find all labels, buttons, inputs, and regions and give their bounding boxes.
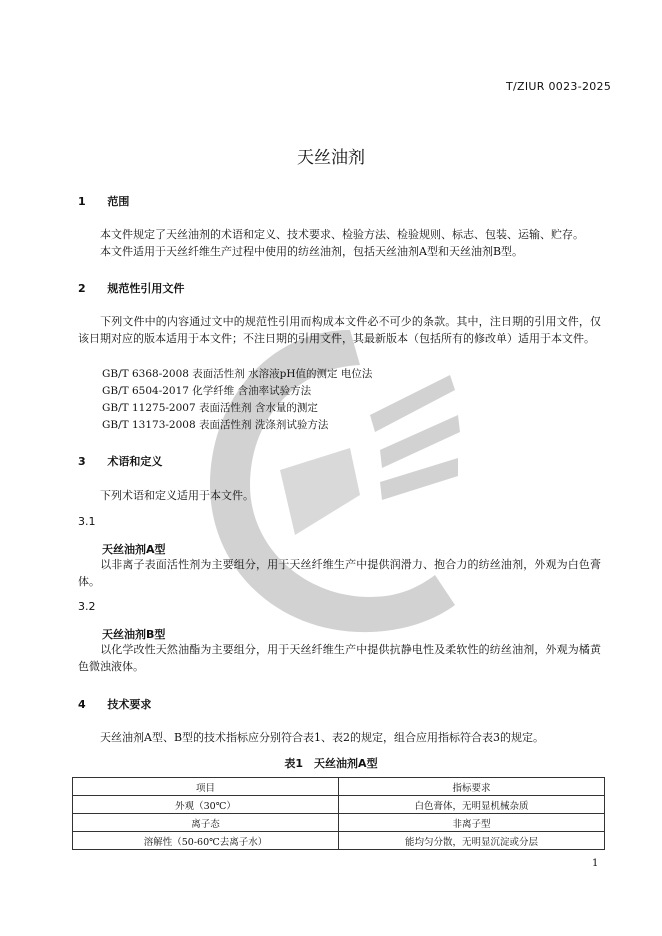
document-title: 天丝油剂: [297, 148, 365, 168]
table-row: [73, 832, 605, 850]
section-heading: [78, 453, 162, 469]
section-heading: [78, 280, 184, 296]
section-title: 范围: [107, 195, 130, 208]
table-cell: 能均匀分散，无明显沉淀或分层: [339, 832, 605, 850]
table-cell: 白色膏体，无明显机械杂质: [339, 796, 605, 814]
table-cell: 溶解性（50-60℃去离子水）: [73, 832, 339, 850]
page-number: 1: [592, 858, 599, 869]
spec-table: [72, 777, 605, 850]
reference-item: GB/T 11275-2007 表面活性剂 含水量的测定: [102, 402, 318, 414]
table-row: [73, 796, 605, 814]
table-cell: 离子态: [73, 814, 339, 832]
column-header: 指标要求: [339, 778, 605, 796]
paragraph: 下列文件中的内容通过文中的规范性引用而构成本文件必不可少的条款。其中，注日期的引用文件，仅该日期对应的版本适用于本文件；不注日期的引用文件，其最新版本（包括所有的修改单）适用于本文件。: [78, 315, 601, 345]
standard-code: T/ZIUR 0023-2025: [506, 80, 612, 93]
clause-number: 3.2: [78, 600, 96, 613]
term-definition: 以非离子表面活性剂为主要组分，用于天丝纤维生产中提供润滑力、抱合力的纺丝油剂，外观为白色膏体。: [78, 558, 601, 588]
term-name: 天丝油剂B型: [102, 628, 166, 641]
table-header-row: [73, 778, 605, 796]
section-title: 术语和定义: [107, 455, 163, 468]
table-row: [73, 814, 605, 832]
section-number: 1: [78, 195, 86, 208]
section-title: 技术要求: [107, 698, 152, 711]
term-definition: 以化学改性天然油酯为主要组分，用于天丝纤维生产中提供抗静电性及柔软性的纺丝油剂，外观为橘黄色微浊液体。: [78, 643, 601, 673]
paragraph: 下列术语和定义适用于本文件。: [100, 489, 254, 502]
clause-number: 3.1: [78, 515, 96, 528]
section-heading: [78, 193, 129, 209]
table-caption: 表1 天丝油剂A型: [284, 757, 378, 770]
table-cell: 非离子型: [339, 814, 605, 832]
section-number: 2: [78, 282, 86, 295]
table-cell: 外观（30℃）: [73, 796, 339, 814]
paragraph: 天丝油剂A型、B型的技术指标应分别符合表1、表2的规定，组合应用指标符合表3的规定。: [100, 731, 545, 744]
paragraph: 本文件适用于天丝纤维生产过程中使用的纺丝油剂，包括天丝油剂A型和天丝油剂B型。: [100, 245, 524, 258]
section-number: 3: [78, 455, 86, 468]
column-header: 项目: [73, 778, 339, 796]
reference-item: GB/T 13173-2008 表面活性剂 洗涤剂试验方法: [102, 419, 329, 431]
section-number: 4: [78, 698, 86, 711]
reference-item: GB/T 6368-2008 表面活性剂 水溶液pH值的测定 电位法: [102, 368, 373, 380]
section-title: 规范性引用文件: [107, 282, 185, 295]
term-name: 天丝油剂A型: [102, 543, 166, 556]
reference-item: GB/T 6504-2017 化学纤维 含油率试验方法: [102, 385, 312, 397]
section-heading: [78, 696, 151, 712]
paragraph: 本文件规定了天丝油剂的术语和定义、技术要求、检验方法、检验规则、标志、包装、运输、贮存。: [100, 228, 584, 241]
